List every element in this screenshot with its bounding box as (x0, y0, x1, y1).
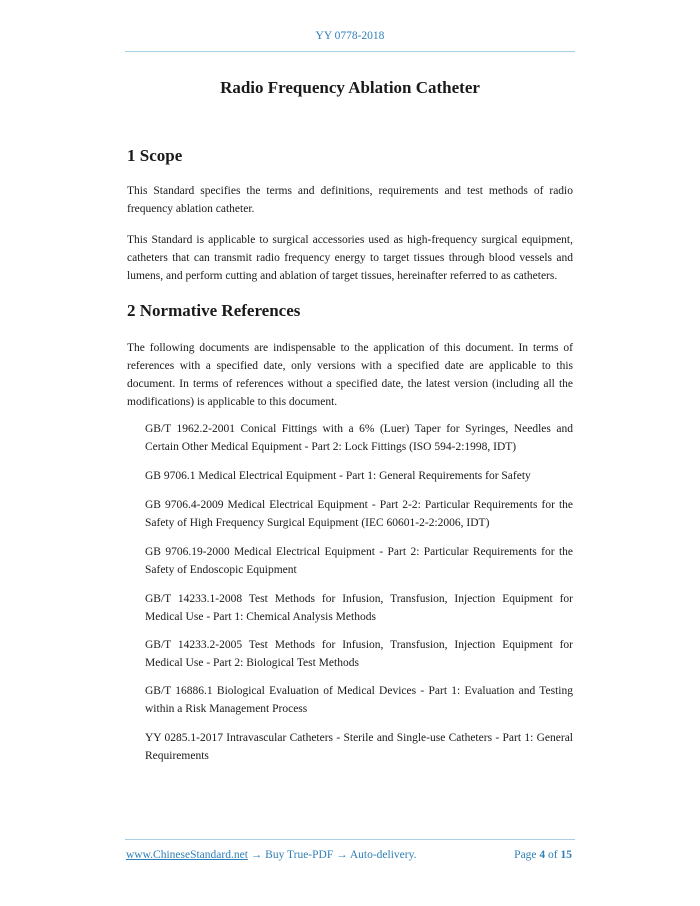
document-title: Radio Frequency Ablation Catheter (220, 78, 480, 97)
reference-item: GB/T 14233.2-2005 Test Methods for Infusion, Transfusion, Injection Equipment for Medical Use - Part 2: Biological Test Methods (145, 639, 573, 669)
page-label: Page (514, 849, 537, 861)
page-total: 15 (560, 849, 572, 861)
paragraph: This Standard is applicable to surgical accessories used as high-frequency surgical equipment, catheters that can transmit radio frequency energy to target tissues through blood vessels and lumens, and perform cutting and ablation of target tissues, hereinafter referred to as catheters. (127, 234, 573, 282)
paragraph: The following documents are indispensable to the application of this document. In terms of references with a specified date, only versions with a specified date are applicable to this document. In terms of references without a specified date, the latest version (including all the modifications) is applicable to this document. (127, 342, 573, 408)
of-label: of (548, 849, 558, 861)
section-heading: 1 Scope (127, 146, 183, 165)
footer-tagline: → Buy True-PDF → Auto-delivery. (247, 849, 417, 861)
website-link[interactable]: www.ChineseStandard.net (126, 849, 248, 861)
reference-item: GB/T 16886.1 Biological Evaluation of Medical Devices - Part 1: Evaluation and Testing within a Risk Management Process (145, 685, 573, 715)
reference-item: GB 9706.19-2000 Medical Electrical Equipment - Part 2: Particular Requirements for the Safety of Endoscopic Equipment (145, 546, 573, 576)
header-rule (125, 51, 575, 52)
reference-item: YY 0285.1-2017 Intravascular Catheters - Sterile and Single-use Catheters - Part 1: General Requirements (145, 732, 573, 762)
footer (126, 849, 572, 861)
paragraph: This Standard specifies the terms and definitions, requirements and test methods of radio frequency ablation catheter. (127, 185, 573, 215)
footer-rule (125, 839, 575, 840)
header-doc-id: YY 0778-2018 (315, 30, 385, 42)
reference-item: GB 9706.4-2009 Medical Electrical Equipment - Part 2-2: Particular Requirements for the Safety of High Frequency Surgical Equipment (IEC 60601-2-2:2006, IDT) (145, 499, 573, 529)
reference-item: GB/T 1962.2-2001 Conical Fittings with a 6% (Luer) Taper for Syringes, Needles and Certain Other Medical Equipment - Part 2: Lock Fittings (ISO 594-2:1998, IDT) (145, 423, 573, 453)
page-number: 4 (539, 849, 546, 861)
reference-item: GB/T 14233.1-2008 Test Methods for Infusion, Transfusion, Injection Equipment for Medical Use - Part 1: Chemical Analysis Methods (145, 593, 573, 623)
reference-item: GB 9706.1 Medical Electrical Equipment - Part 1: General Requirements for Safety (145, 470, 531, 482)
section-heading: 2 Normative References (127, 301, 301, 320)
page-indicator (514, 849, 572, 861)
